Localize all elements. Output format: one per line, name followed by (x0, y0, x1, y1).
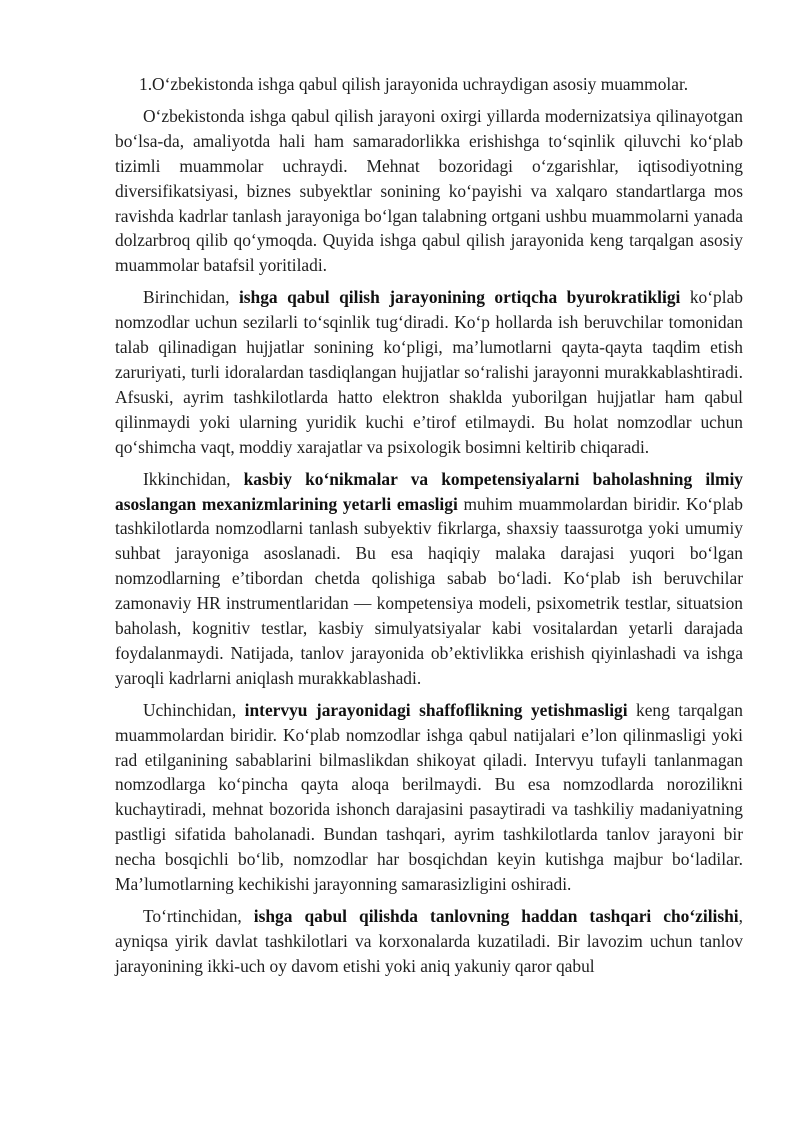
paragraph-lead: To‘rtinchidan, (143, 906, 254, 926)
section-heading: 1.O‘zbekistonda ishga qabul qilish jarayonida uchraydigan asosiy muammolar. (139, 74, 689, 94)
paragraph-third-problem (115, 698, 743, 897)
paragraph-text: ko‘plab nomzodlar uchun sezilarli to‘sqinlik tug‘diradi. Ko‘p hollarda ish beruvchilar tomonidan talab qilinadigan hujjatlar sonining ko‘pligi, ma’lumotlarni qayta-qayta taqdim etish zaruriyati, turli idoralardan tasdiqlangan hujjatlar so‘ralishi jarayonni murakkablashtiradi. Afsuski, ayrim tashkilotlarda hatto elektron shaklda yuborilgan hujjatlar ham qabul qilinmaydi yoki ularning yuridik kuchi e’tirof etilmaydi. Bu holat nomzodlar uchun qo‘shimcha vaqt, moddiy xarajatlar va psixologik bosimni keltirib chiqaradi. (115, 287, 743, 457)
paragraph-bold-phrase: ishga qabul qilish jarayonining ortiqcha byurokratikligi (238, 287, 681, 308)
paragraph-bold-phrase: ishga qabul qilishda tanlovning haddan tashqari cho‘zilishi (253, 906, 739, 926)
paragraph-text: , ayniqsa yirik davlat tashkilotlari va korxonalarda kuzatiladi. Bir lavozim uchun tanlov jarayonining ikki-uch oy davom etishi yoki aniq yakuniy qaror qabul (115, 906, 743, 976)
paragraph-lead: Uchinchidan, (143, 699, 245, 720)
paragraph-second-problem (115, 467, 743, 691)
paragraph-intro (115, 104, 743, 278)
paragraph-fourth-problem (115, 904, 743, 979)
paragraph-lead: Birinchidan, (143, 287, 239, 308)
paragraph-first-problem (115, 285, 743, 459)
paragraph-text: O‘zbekistonda ishga qabul qilish jarayoni oxirgi yillarda modernizatsiya qilinayotgan bo‘lsa-da, amaliyotda hali ham samaradorlikka erishishga to‘sqinlik qiluvchi ko‘plab tizimli muammolar uchraydi. Mehnat bozoridagi o‘zgarishlar, iqtisodiyotning diversifikatsiyasi, biznes subyektlar sonining ko‘payishi va xalqaro standartlarga mos ravishda kadrlar tanlash jarayoniga bo‘lgan talabning ortgani ushbu muammolarni yanada dolzarbroq qilib qo‘ymoqda. Quyida ishga qabul qilish jarayonida keng tarqalgan asosiy muammolar batafsil yoritiladi. (115, 105, 743, 276)
paragraph-text: keng tarqalgan muammolardan biridir. Ko‘plab nomzodlar ishga qabul natijalari e’lon qilinmasligi yoki rad etilganining sabablarini bilmaslikdan shikoyat qiladi. Intervyu tufayli tanlanmagan nomzodlarga ko‘pincha qayta aloqa berilmaydi. Bu esa nomzodlarda norozilikni kuchaytiradi, mehnat bozorida ishonch darajasini pasaytiradi va tashkiliy madaniyatning pastligi sifatida baholanadi. Bundan tashqari, ayrim tashkilotlarda tanlov jarayoni bir necha bosqichli bo‘lib, nomzodlar har bosqichdan keyin kutishga majbur bo‘ladilar. Ma’lumotlarning kechikishi jarayonning samarasizligini oshiradi. (115, 699, 743, 895)
paragraph-lead: Ikkinchidan, (143, 468, 244, 489)
paragraph-bold-phrase: kasbiy ko‘nikmalar va kompetensiyalarni baholashning ilmiy asoslangan mexanizmlarining yetarli emasligi (115, 468, 743, 514)
paragraph-text: muhim muammolardan biridir. Ko‘plab tashkilotlarda nomzodlarni tanlash subyektiv fikrlarga, shaxsiy taassurotga yoki umumiy suhbat jarayoniga asoslanadi. Bu esa haqiqiy malaka darajasi yuqori bo‘lgan nomzodlarning e’tibordan chetda qolishiga sabab bo‘ladi. Ko‘plab ish beruvchilar zamonaviy HR instrumentlaridan — kompetensiya modeli, psixometrik testlar, situatsion baholash, kognitiv testlar, kasbiy simulyatsiyalar kabi vositalardan yetarli darajada foydalanmaydi. Natijada, tanlov jarayonida ob’ektivlikka erishish qiyinlashadi va ishga yaroqli kadrlarni aniqlash murakkablashadi. (115, 493, 744, 688)
paragraph-bold-phrase: intervyu jarayonidagi shaffoflikning yetishmasligi (244, 699, 628, 720)
